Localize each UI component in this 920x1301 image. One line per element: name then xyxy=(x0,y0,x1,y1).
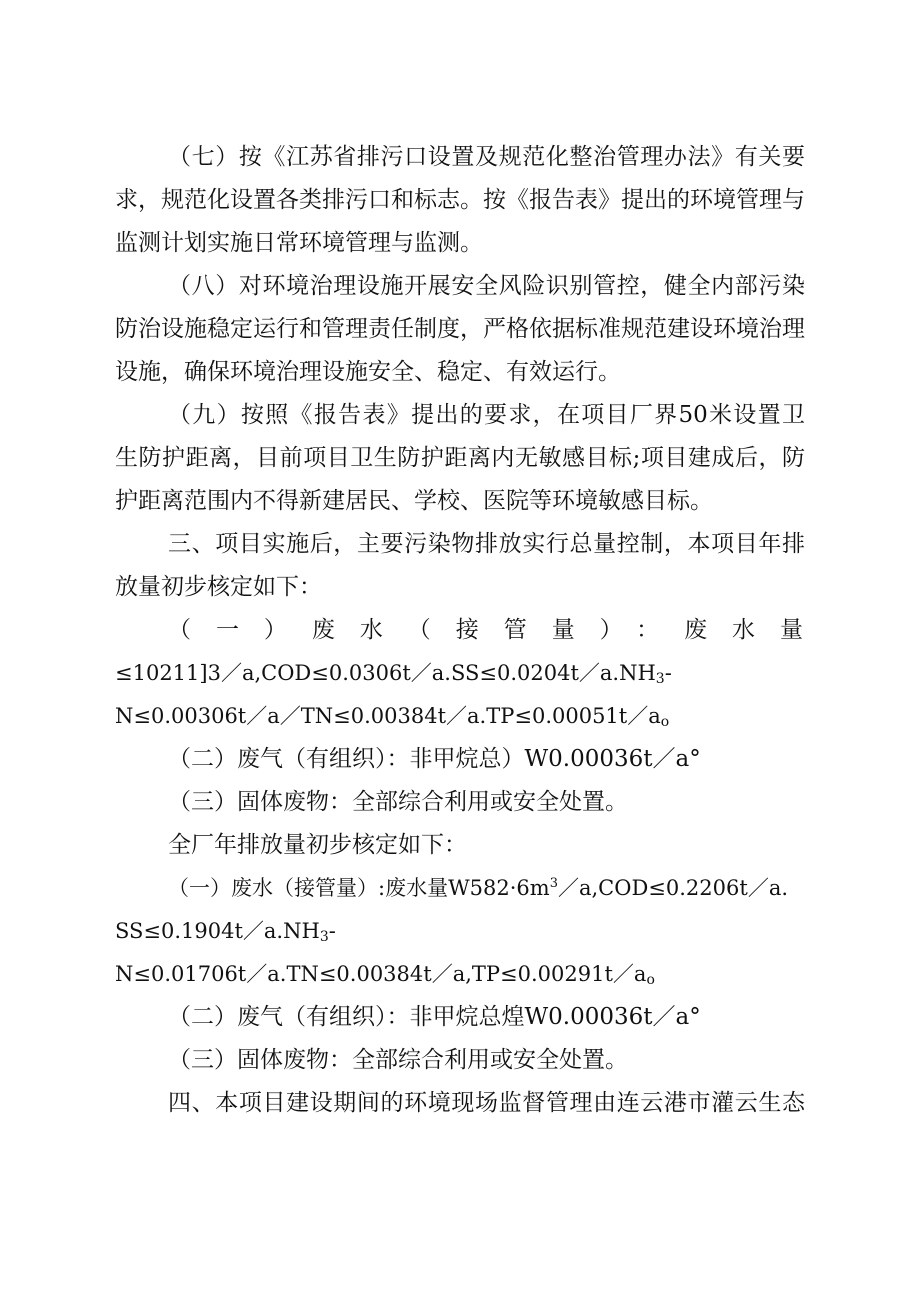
section3-line2: 放量初步核定如下： xyxy=(115,574,322,600)
project-water-line1: （一）废水（接管量）：废水量 xyxy=(168,617,805,643)
project-gas-line: （二）废气（有组织）：非甲烷总）W0.00036t／a° xyxy=(168,746,701,772)
plant-solid-line: （三）固体废物：全部综合利用或安全处置。 xyxy=(168,1047,628,1073)
plant-water-line2: $SS\le 0.1904t/a.NH_3-$ xyxy=(115,919,336,945)
plant-gas-line: （二）废气（有组织）：非甲烷总煌W0.00036t／a° xyxy=(168,1004,701,1030)
item8-line3: 设施，确保环境治理设施安全、稳定、有效运行。 xyxy=(115,359,621,385)
plant-water-line3: $N\le 0.01706t/a.TN\le 0.00384t/a,TP\le 0.00291t/a_o$ xyxy=(115,962,655,988)
plant-intro-line: 全厂年排放量初步核定如下： xyxy=(168,832,467,858)
item7-line2: 求，规范化设置各类排污口和标志。按《报告表》提出的环境管理与 xyxy=(115,187,805,213)
section4-line1: 四、本项目建设期间的环境现场监督管理由连云港市灌云生态 xyxy=(168,1090,805,1116)
plant-water-line1: （一）废水（接管量）:废水量$W582\cdot 6m^3/a,COD\le 0.2206t/a$. xyxy=(168,876,789,900)
section3-line1: 三、项目实施后，主要污染物排放实行总量控制，本项目年排 xyxy=(168,531,805,557)
project-water-line3: $N\le 0.00306t/a/TN\le 0.00384t/a.TP\le 0.00051t/a_o$ xyxy=(115,704,670,730)
item9-line1: （九）按照《报告表》提出的要求，在项目厂界50米设置卫 xyxy=(168,402,805,428)
item9-line2: 生防护距离，目前项目卫生防护距离内无敏感目标;项目建成后，防 xyxy=(115,445,805,471)
item9-line3: 护距离范围内不得新建居民、学校、医院等环境敏感目标。 xyxy=(115,488,713,514)
item7-line3: 监测计划实施日常环境管理与监测。 xyxy=(115,230,483,256)
item8-line2: 防治设施稳定运行和管理责任制度，严格依据标准规范建设环境治理 xyxy=(115,316,805,342)
project-water-line2: $\le 10211]3/a,COD\le 0.0306t/a.SS\le 0.0204t/a.NH_3-$ xyxy=(115,661,672,687)
item8-line1: （八）对环境治理设施开展安全风险识别管控，健全内部污染 xyxy=(168,273,805,299)
project-solid-line: （三）固体废物：全部综合利用或安全处置。 xyxy=(168,789,628,815)
item7-line1: （七）按《江苏省排污口设置及规范化整治管理办法》有关要 xyxy=(168,144,805,170)
